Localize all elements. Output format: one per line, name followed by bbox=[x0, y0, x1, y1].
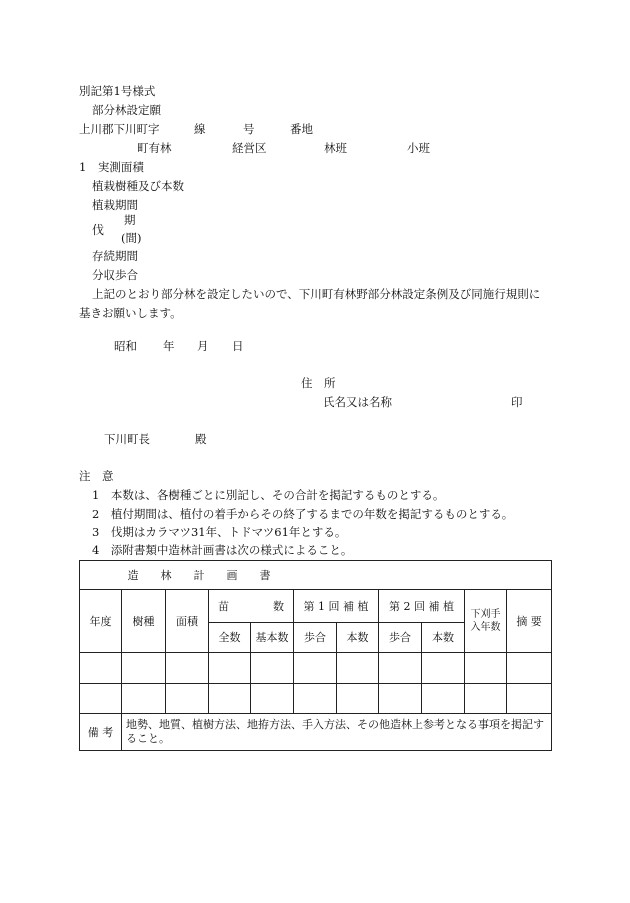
forest-district: 経営区 bbox=[232, 141, 267, 155]
item-felling: 伐 bbox=[92, 223, 105, 237]
location-number: 号 bbox=[243, 122, 255, 136]
col-weeding-line1: 下刈手 bbox=[470, 609, 501, 620]
form-number: 別記第1号様式 bbox=[79, 84, 156, 98]
col-refill-2: 第 2 回 補 植 bbox=[379, 590, 465, 623]
table-row bbox=[80, 684, 552, 714]
col-seedlings: 苗 数 bbox=[209, 590, 294, 623]
location-line: 線 bbox=[194, 122, 206, 136]
sub-count-2: 本数 bbox=[422, 623, 465, 653]
request-text-line1: 上記のとおり部分林を設定したいので、下川町有林野部分林設定条例及び同施行規則に bbox=[92, 287, 541, 301]
addressee-honorific: 殿 bbox=[195, 432, 207, 446]
sub-total: 全数 bbox=[209, 623, 251, 653]
date-month: 月 bbox=[197, 339, 209, 353]
sub-count-1: 本数 bbox=[337, 623, 379, 653]
col-year: 年度 bbox=[80, 590, 122, 653]
remarks-text: 地勢、地質、植樹方法、地拵方法、手入方法、その他造林上参考となる事項を掲記すること。 bbox=[122, 714, 552, 751]
sub-ratio-1: 歩合 bbox=[294, 623, 337, 653]
seal-mark: 印 bbox=[511, 395, 523, 409]
item-felling-interval: (間) bbox=[121, 231, 142, 245]
item-planting-period: 植栽期間 bbox=[92, 198, 138, 212]
col-area: 面積 bbox=[166, 590, 209, 653]
col-weeding-years bbox=[465, 590, 507, 653]
afforestation-plan-table bbox=[79, 560, 552, 751]
item-duration: 存続期間 bbox=[92, 249, 138, 263]
date-day: 日 bbox=[232, 339, 244, 353]
item-area: 1 実測面積 bbox=[79, 160, 144, 174]
plan-table-title: 造 林 計 画 書 bbox=[122, 561, 552, 590]
table-row bbox=[80, 653, 552, 684]
forest-sub-compartment: 小班 bbox=[407, 141, 430, 155]
item-planting-species: 植栽樹種及び本数 bbox=[92, 179, 184, 193]
location-banchi: 番地 bbox=[290, 122, 313, 136]
form-title: 部分林設定願 bbox=[92, 103, 161, 117]
sub-base: 基本数 bbox=[251, 623, 294, 653]
notes-heading: 注 意 bbox=[79, 469, 114, 483]
col-summary: 摘 要 bbox=[507, 590, 552, 653]
note-1: 1 本数は、各樹種ごとに別記し、その合計を掲記するものとする。 bbox=[92, 488, 445, 502]
note-2: 2 植付期間は、植付の着手からその終了するまでの年数を掲記するものとする。 bbox=[92, 507, 514, 521]
note-3: 3 伐期はカラマツ31年、トドマツ61年とする。 bbox=[92, 525, 347, 539]
remarks-label: 備 考 bbox=[80, 714, 122, 751]
col-weeding-line2: 入年数 bbox=[470, 622, 501, 633]
date-era: 昭和 bbox=[114, 339, 137, 353]
col-species: 樹種 bbox=[122, 590, 166, 653]
item-share-ratio: 分収歩合 bbox=[92, 268, 138, 282]
request-text-line2: 基きお願いします。 bbox=[79, 306, 182, 320]
applicant-address-label: 住 所 bbox=[301, 376, 336, 390]
sub-ratio-2: 歩合 bbox=[379, 623, 422, 653]
location-prefix: 上川郡下川町字 bbox=[79, 122, 160, 136]
date-year: 年 bbox=[163, 339, 175, 353]
forest-compartment: 林班 bbox=[324, 141, 347, 155]
item-felling-period: 期 bbox=[124, 213, 136, 227]
applicant-name-label: 氏名又は名称 bbox=[323, 395, 392, 409]
forest-town: 町有林 bbox=[137, 141, 172, 155]
col-refill-1: 第 1 回 補 植 bbox=[294, 590, 379, 623]
addressee-mayor: 下川町長 bbox=[104, 432, 150, 446]
note-4: 4 添附書類中造林計画書は次の様式によること。 bbox=[92, 543, 353, 557]
